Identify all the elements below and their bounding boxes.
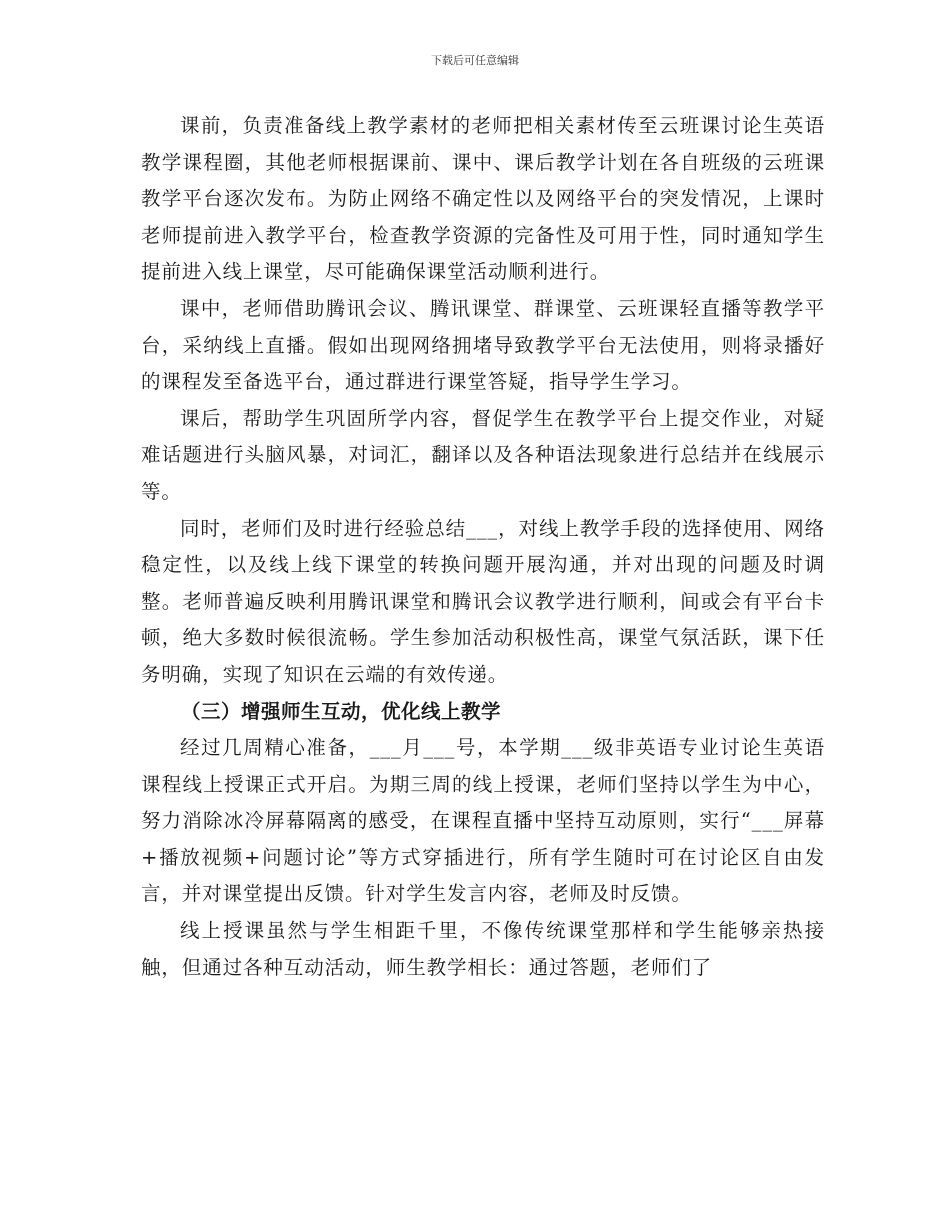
document-body — [141, 108, 825, 986]
section-heading: （三）增强师生互动，优化线上教学 — [181, 699, 502, 723]
paragraph-before-class: 课前，负责准备线上教学素材的老师把相关素材传至云班课讨论生英语教学课程圈，其他老师根据课前、课中、课后教学计划在各自班级的云班课教学平台逐次发布。为防止网络不确定性以及网络平台的突发情况，上课时老师提前进入教学平台，检查教学资源的完备性及可用于性，同时通知学生提前进入线上课堂，尽可能确保课堂活动顺利进行。 — [141, 114, 825, 284]
paragraph-after-class: 课后，帮助学生巩固所学内容，督促学生在教学平台上提交作业，对疑难话题进行头脑风暴，对词汇，翻译以及各种语法现象进行总结并在线展示等。 — [141, 406, 825, 503]
paragraph-during-class: 课中，老师借助腾讯会议、腾讯课堂、群课堂、云班课轻直播等教学平台，采纳线上直播。假如出现网络拥堵导致教学平台无法使用，则将录播好的课程发至备选平台，通过群进行课堂答疑，指导学生学习。 — [141, 296, 825, 394]
paragraph-interaction: 线上授课虽然与学生相距千里，不像传统课堂那样和学生能够亲热接触，但通过各种互动活动，师生教学相长：通过答题，老师们了 — [141, 919, 825, 979]
paragraph-course-launch: 经过几周精心准备，___月___号，本学期___级非英语专业讨论生英语课程线上授课正式开启。为期三周的线上授课，老师们坚持以学生为中心，努力消除冰冷屏幕隔离的感受，在课程直播中坚持互动原则，实行“___屏幕+播放视频+问题讨论”等方式穿插进行，所有学生随时可在讨论区自由发言，并对课堂提出反馈。针对学生发言内容，老师及时反馈。 — [141, 736, 825, 906]
paragraph-experience-summary: 同时，老师们及时进行经验总结___，对线上教学手段的选择使用、网络稳定性，以及线上线下课堂的转换问题开展沟通，并对出现的问题及时调整。老师普遍反映利用腾讯课堂和腾讯会议教学进行顺利，间或会有平台卡顿，绝大多数时候很流畅。学生参加活动积极性高，课堂气氛活跃，课下任务明确，实现了知识在云端的有效传递。 — [141, 516, 825, 686]
page-header: 下载后可任意编辑 — [431, 54, 519, 67]
